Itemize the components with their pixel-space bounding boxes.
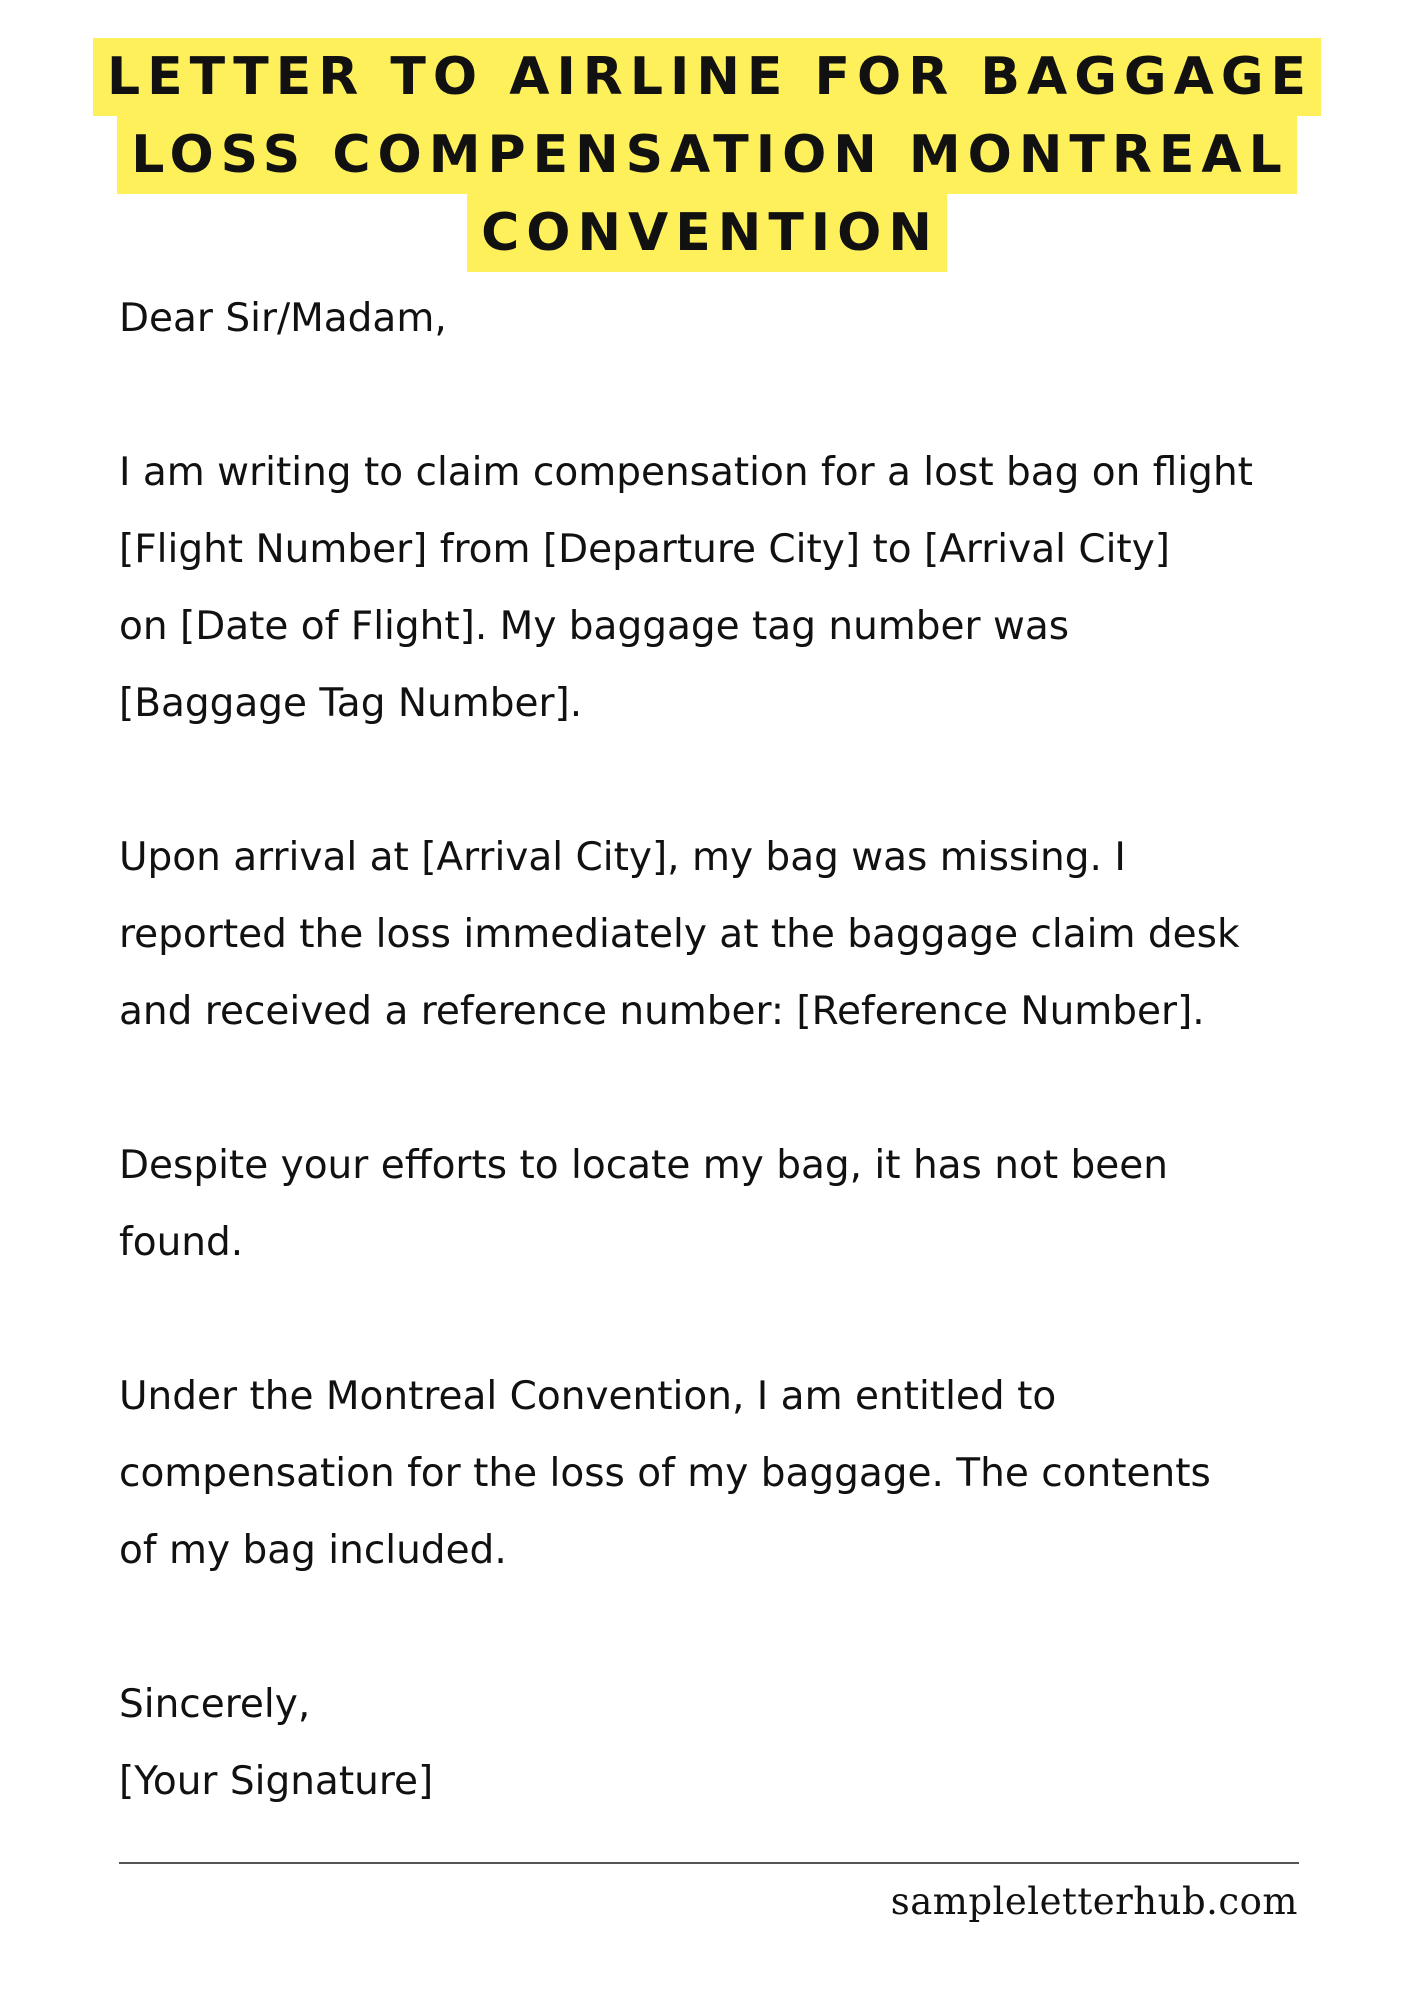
- paragraph-4-line: Under the Montreal Convention, I am entitled to: [119, 1374, 1057, 1419]
- paragraph-2-line: reported the loss immediately at the baggage claim desk: [119, 912, 1240, 957]
- paragraph-4: [119, 1358, 1359, 1589]
- paragraph-gap: [119, 1050, 1359, 1127]
- footer-site-name: sampleletterhub.com: [890, 1880, 1298, 1923]
- salutation: Dear Sir/Madam,: [119, 296, 447, 341]
- paragraph-gap: [119, 742, 1359, 819]
- paragraph-4-line: of my bag included.: [119, 1528, 507, 1573]
- paragraph-1-line: on [Date of Flight]. My baggage tag number was: [119, 604, 1070, 649]
- paragraph-gap: [119, 1281, 1359, 1358]
- title-line-2: [0, 116, 1414, 194]
- paragraph-gap: [119, 357, 1359, 434]
- title-text-1: LETTER TO AIRLINE FOR BAGGAGE: [93, 38, 1321, 116]
- paragraph-2: [119, 819, 1359, 1050]
- paragraph-3-line: Despite your efforts to locate my bag, it has not been: [119, 1143, 1169, 1188]
- title-text-3: CONVENTION: [467, 194, 947, 272]
- letter-body: [119, 280, 1359, 1820]
- title-text-2: LOSS COMPENSATION MONTREAL: [117, 116, 1297, 194]
- paragraph-gap: [119, 1589, 1359, 1666]
- paragraph-1-line: I am writing to claim compensation for a lost bag on flight: [119, 450, 1253, 495]
- title-line-1: [0, 38, 1414, 116]
- closing: Sincerely,: [119, 1682, 311, 1727]
- paragraph-2-line: and received a reference number: [Reference Number].: [119, 989, 1205, 1034]
- paragraph-1: [119, 434, 1359, 742]
- paragraph-3-line: found.: [119, 1220, 244, 1265]
- title-line-3: [0, 194, 1414, 272]
- paragraph-1-line: [Flight Number] from [Departure City] to [Arrival City]: [119, 527, 1171, 572]
- footer-divider: [119, 1862, 1299, 1864]
- document-title: [0, 38, 1414, 272]
- paragraph-1-line: [Baggage Tag Number].: [119, 681, 583, 726]
- paragraph-4-line: compensation for the loss of my baggage. The contents: [119, 1451, 1211, 1496]
- paragraph-2-line: Upon arrival at [Arrival City], my bag was missing. I: [119, 835, 1126, 880]
- signature-placeholder: [Your Signature]: [119, 1759, 434, 1804]
- paragraph-3: [119, 1127, 1359, 1281]
